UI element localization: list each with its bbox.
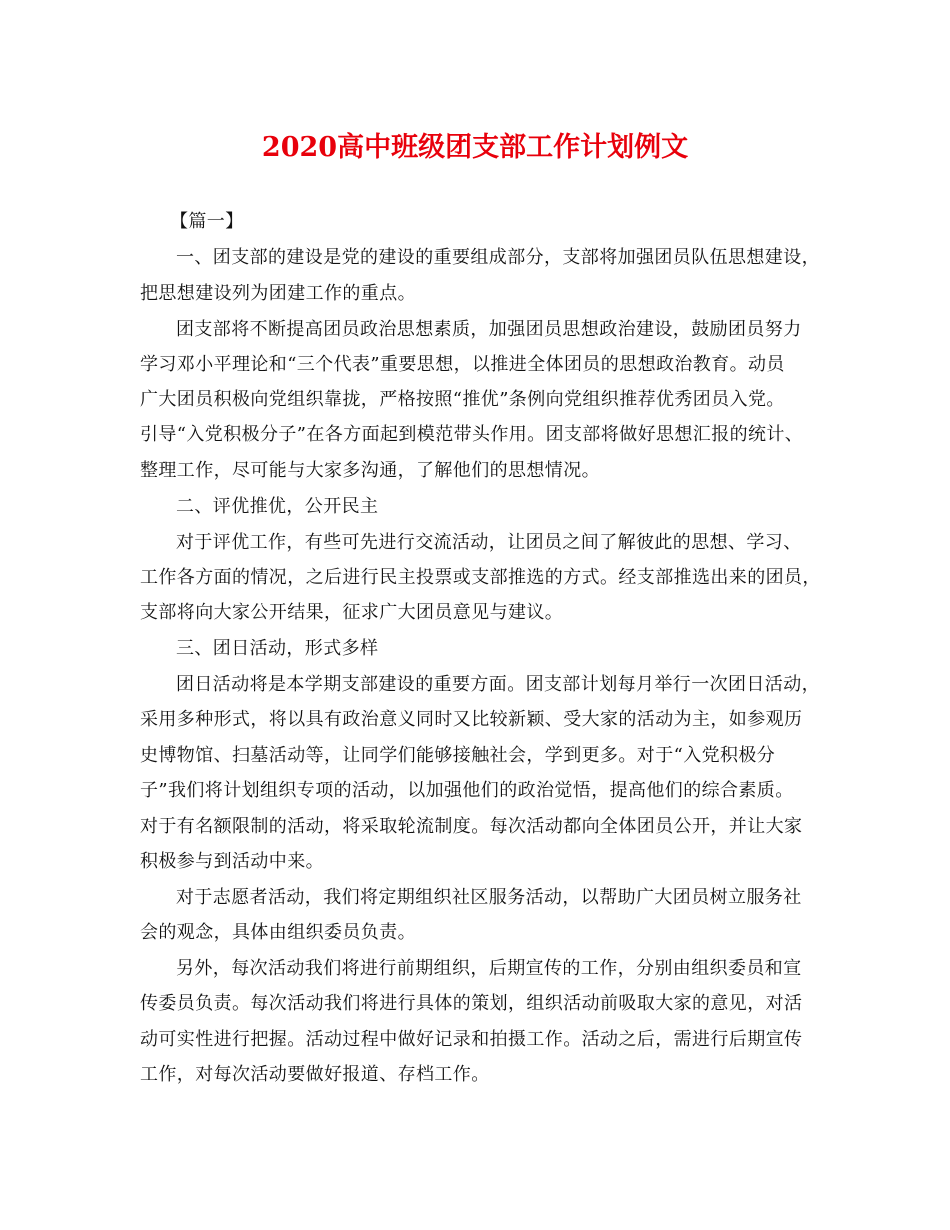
document-title: 2020高中班级团支部工作计划例文 [261,132,689,163]
paragraph-line: 采用多种形式，将以具有政治意义同时又比较新颖、受大家的活动为主，如参观历 [140,709,803,730]
paragraph-line: 积极参与到活动中来。 [140,851,324,872]
paragraph-line: 动可实性进行把握。活动过程中做好记录和拍摄工作。活动之后，需进行后期宣传 [140,1029,803,1050]
paragraph-line: 对于有名额限制的活动，将采取轮流制度。每次活动都向全体团员公开，并让大家 [140,816,803,837]
paragraph-line: 引导“入党积极分子”在各方面起到模范带头作用。团支部将做好思想汇报的统计、 [140,424,804,445]
paragraph-line: 对于评优工作，有些可先进行交流活动，让团员之间了解彼此的思想、学习、 [176,532,802,553]
paragraph-line: 整理工作，尽可能与大家多沟通，了解他们的思想情况。 [140,460,600,481]
paragraph-line: 对于志愿者活动，我们将定期组织社区服务活动，以帮助广大团员树立服务社 [176,887,802,908]
paragraph-line: 一、团支部的建设是党的建设的重要组成部分，支部将加强团员队伍思想建设， [176,247,820,268]
paragraph-line: 广大团员积极向党组织靠拢，严格按照“推优”条例向党组织推荐优秀团员入党。 [140,389,785,410]
paragraph-line: 史博物馆、扫墓活动等，让同学们能够接触社会，学到更多。对于“入党积极分 [140,745,776,766]
paragraph-line: 工作，对每次活动要做好报道、存档工作。 [140,1064,490,1085]
section-heading: 三、团日活动，形式多样 [176,638,379,659]
paragraph-line: 把思想建设列为团建工作的重点。 [140,283,416,304]
paragraph-line: 团日活动将是本学期支部建设的重要方面。团支部计划每月举行一次团日活动， [176,674,820,695]
paragraph-line: 团支部将不断提高团员政治思想素质，加强团员思想政治建设，鼓励团员努力 [176,319,802,340]
paragraph-line: 支部将向大家公开结果，征求广大团员意见与建议。 [140,602,564,623]
paragraph-line: 学习邓小平理论和“三个代表”重要思想，以推进全体团员的思想政治教育。动员 [140,354,785,375]
paragraph-line: 会的观念，具体由组织委员负责。 [140,922,416,943]
section-heading-part-one: 【篇一】 [170,211,244,232]
paragraph-line: 另外，每次活动我们将进行前期组织，后期宣传的工作，分别由组织委员和宣 [176,958,802,979]
section-heading: 二、评优推优，公开民主 [176,496,379,517]
paragraph-line: 子”我们将计划组织专项的活动，以加强他们的政治觉悟，提高他们的综合素质。 [140,780,794,801]
paragraph-line: 传委员负责。每次活动我们将进行具体的策划，组织活动前吸取大家的意见，对活 [140,993,803,1014]
paragraph-line: 工作各方面的情况，之后进行民主投票或支部推选的方式。经支部推选出来的团员， [140,567,821,588]
